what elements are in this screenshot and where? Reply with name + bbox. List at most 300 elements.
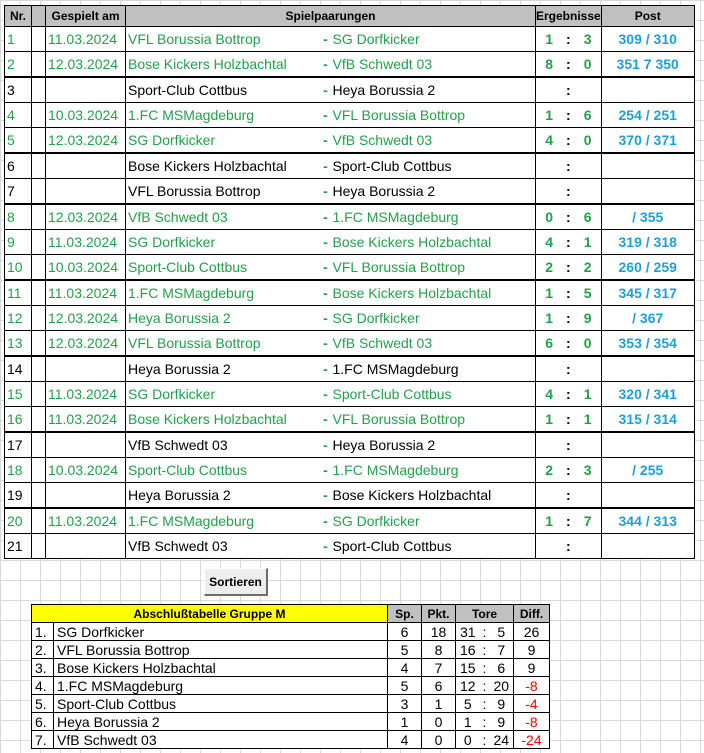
match-away-goals[interactable] xyxy=(575,534,602,559)
match-post[interactable] xyxy=(601,179,694,205)
match-blank[interactable] xyxy=(32,280,46,306)
standings-goals-against[interactable]: 7 xyxy=(490,641,514,659)
standings-diff[interactable]: 26 xyxy=(514,623,550,641)
match-home-goals[interactable]: 8 xyxy=(536,52,563,78)
match-colon[interactable]: : xyxy=(562,230,574,255)
match-away-goals[interactable]: 3 xyxy=(575,458,602,483)
match-home-team[interactable]: Heya Borussia 2 xyxy=(126,306,321,331)
match-away-team[interactable]: VFL Borussia Bottrop xyxy=(331,407,536,433)
match-dash[interactable]: - xyxy=(321,179,331,205)
standings-rank[interactable]: 6. xyxy=(32,713,54,731)
match-home-team[interactable]: 1.FC MSMagdeburg xyxy=(126,103,321,128)
match-date[interactable]: 12.03.2024 xyxy=(46,204,126,230)
match-colon[interactable]: : xyxy=(562,77,574,103)
match-blank[interactable] xyxy=(32,153,46,179)
standings-rank[interactable]: 7. xyxy=(32,731,54,749)
standings-rank[interactable]: 3. xyxy=(32,659,54,677)
match-dash[interactable]: - xyxy=(321,27,331,52)
match-away-team[interactable]: Heya Borussia 2 xyxy=(331,432,536,458)
match-post[interactable] xyxy=(601,534,694,559)
match-post[interactable] xyxy=(601,483,694,509)
match-colon[interactable]: : xyxy=(562,331,574,357)
standings-points[interactable]: 0 xyxy=(422,731,456,749)
standings-row xyxy=(32,641,550,659)
match-row xyxy=(5,255,695,281)
match-post[interactable]: 319 / 318 xyxy=(601,230,694,255)
standings-row xyxy=(32,659,550,677)
match-away-goals[interactable]: 1 xyxy=(575,382,602,407)
match-post[interactable]: 345 / 317 xyxy=(601,280,694,306)
header-nr: Nr. xyxy=(5,6,32,27)
match-date[interactable]: 11.03.2024 xyxy=(46,230,126,255)
match-away-goals[interactable] xyxy=(575,77,602,103)
match-colon[interactable]: : xyxy=(562,128,574,154)
standings-team[interactable]: SG Dorfkicker xyxy=(54,623,388,641)
match-home-team[interactable]: Bose Kickers Holzbachtal xyxy=(126,52,321,78)
match-home-goals[interactable] xyxy=(536,77,563,103)
match-away-goals[interactable]: 1 xyxy=(575,230,602,255)
standings-goals-against[interactable]: 20 xyxy=(490,677,514,695)
standings-rank[interactable]: 5. xyxy=(32,695,54,713)
header-pairings: Spielpaarungen xyxy=(126,6,536,27)
match-colon[interactable]: : xyxy=(562,483,574,509)
match-away-team[interactable]: Bose Kickers Holzbachtal xyxy=(331,280,536,306)
match-blank[interactable] xyxy=(32,27,46,52)
match-away-goals[interactable] xyxy=(575,483,602,509)
match-blank[interactable] xyxy=(32,508,46,534)
standings-diff[interactable]: 9 xyxy=(514,641,550,659)
match-dash[interactable]: - xyxy=(321,77,331,103)
match-home-goals[interactable] xyxy=(536,356,563,382)
standings-points[interactable]: 7 xyxy=(422,659,456,677)
standings-games[interactable]: 4 xyxy=(388,731,422,749)
header-post: Post xyxy=(601,6,694,27)
match-dash[interactable]: - xyxy=(321,458,331,483)
match-colon[interactable]: : xyxy=(562,508,574,534)
match-row xyxy=(5,52,695,78)
match-home-goals[interactable]: 4 xyxy=(536,382,563,407)
match-dash[interactable]: - xyxy=(321,204,331,230)
standings-points[interactable]: 18 xyxy=(422,623,456,641)
match-post[interactable]: 370 / 371 xyxy=(601,128,694,154)
match-post[interactable]: 353 / 354 xyxy=(601,331,694,357)
match-away-goals[interactable]: 9 xyxy=(575,306,602,331)
standings-goals-colon[interactable]: : xyxy=(480,731,490,749)
standings-games[interactable]: 5 xyxy=(388,677,422,695)
match-date[interactable]: 12.03.2024 xyxy=(46,128,126,154)
match-blank[interactable] xyxy=(32,382,46,407)
match-row xyxy=(5,179,695,205)
header-results: Ergebnisse xyxy=(536,6,602,27)
match-nr[interactable]: 13 xyxy=(5,331,32,357)
match-away-team[interactable]: Heya Borussia 2 xyxy=(331,77,536,103)
standings-rank[interactable]: 1. xyxy=(32,623,54,641)
match-away-team[interactable]: VfB Schwedt 03 xyxy=(331,331,536,357)
match-home-team[interactable]: Sport-Club Cottbus xyxy=(126,77,321,103)
standings-diff[interactable]: 9 xyxy=(514,659,550,677)
match-post[interactable]: 320 / 341 xyxy=(601,382,694,407)
match-dash[interactable]: - xyxy=(321,382,331,407)
match-away-goals[interactable]: 7 xyxy=(575,508,602,534)
standings-goals-for[interactable]: 5 xyxy=(456,695,480,713)
standings-diff[interactable]: -8 xyxy=(514,713,550,731)
match-away-team[interactable]: VFL Borussia Bottrop xyxy=(331,255,536,281)
match-colon[interactable]: : xyxy=(562,432,574,458)
match-nr[interactable]: 15 xyxy=(5,382,32,407)
match-dash[interactable]: - xyxy=(321,128,331,154)
match-dash[interactable]: - xyxy=(321,407,331,433)
match-home-team[interactable]: VFL Borussia Bottrop xyxy=(126,27,321,52)
match-post[interactable] xyxy=(601,432,694,458)
match-dash[interactable]: - xyxy=(321,331,331,357)
standings-goals-for[interactable]: 0 xyxy=(456,731,480,749)
match-colon[interactable]: : xyxy=(562,280,574,306)
match-away-team[interactable]: SG Dorfkicker xyxy=(331,27,536,52)
standings-team[interactable]: 1.FC MSMagdeburg xyxy=(54,677,388,695)
match-home-goals[interactable]: 1 xyxy=(536,306,563,331)
match-blank[interactable] xyxy=(32,77,46,103)
match-away-team[interactable]: Sport-Club Cottbus xyxy=(331,382,536,407)
match-row xyxy=(5,280,695,306)
match-home-team[interactable]: SG Dorfkicker xyxy=(126,230,321,255)
match-date[interactable]: 11.03.2024 xyxy=(46,382,126,407)
standings-row xyxy=(32,713,550,731)
match-post[interactable] xyxy=(601,77,694,103)
match-dash[interactable]: - xyxy=(321,483,331,509)
match-row xyxy=(5,128,695,154)
match-nr[interactable]: 18 xyxy=(5,458,32,483)
match-colon[interactable]: : xyxy=(562,52,574,78)
match-home-goals[interactable]: 2 xyxy=(536,255,563,281)
match-away-goals[interactable] xyxy=(575,153,602,179)
standings-goals-for[interactable]: 15 xyxy=(456,659,480,677)
match-date[interactable]: 12.03.2024 xyxy=(46,306,126,331)
standings-header xyxy=(32,605,550,623)
match-away-goals[interactable]: 0 xyxy=(575,331,602,357)
match-dash[interactable]: - xyxy=(321,306,331,331)
match-dash[interactable]: - xyxy=(321,508,331,534)
match-colon[interactable]: : xyxy=(562,534,574,559)
match-post[interactable]: 344 / 313 xyxy=(601,508,694,534)
match-colon[interactable]: : xyxy=(562,356,574,382)
match-away-goals[interactable]: 2 xyxy=(575,255,602,281)
match-colon[interactable]: : xyxy=(562,103,574,128)
match-row xyxy=(5,483,695,509)
match-date[interactable]: 12.03.2024 xyxy=(46,52,126,78)
standings-goals-colon[interactable]: : xyxy=(480,695,490,713)
match-row xyxy=(5,103,695,128)
match-colon[interactable]: : xyxy=(562,27,574,52)
match-blank[interactable] xyxy=(32,534,46,559)
match-date[interactable]: 10.03.2024 xyxy=(46,458,126,483)
match-dash[interactable]: - xyxy=(321,432,331,458)
standings-row xyxy=(32,623,550,641)
standings-goals-for[interactable]: 31 xyxy=(456,623,480,641)
match-row xyxy=(5,382,695,407)
standings-games[interactable]: 4 xyxy=(388,659,422,677)
match-blank[interactable] xyxy=(32,483,46,509)
match-post[interactable]: / 355 xyxy=(601,204,694,230)
match-dash[interactable]: - xyxy=(321,153,331,179)
standings-goals-colon[interactable]: : xyxy=(480,659,490,677)
match-row xyxy=(5,432,695,458)
standings-row xyxy=(32,695,550,713)
match-date[interactable] xyxy=(46,483,126,509)
match-nr[interactable]: 19 xyxy=(5,483,32,509)
match-blank[interactable] xyxy=(32,103,46,128)
match-nr[interactable]: 4 xyxy=(5,103,32,128)
match-away-goals[interactable]: 5 xyxy=(575,280,602,306)
standings-row xyxy=(32,677,550,695)
match-away-goals[interactable] xyxy=(575,179,602,205)
match-home-goals[interactable]: 1 xyxy=(536,280,563,306)
match-away-goals[interactable] xyxy=(575,356,602,382)
match-nr[interactable]: 2 xyxy=(5,52,32,78)
standings-goals-for[interactable]: 1 xyxy=(456,713,480,731)
match-home-team[interactable]: Bose Kickers Holzbachtal xyxy=(126,407,321,433)
standings-diff[interactable]: -24 xyxy=(514,731,550,749)
standings-goals-against[interactable]: 9 xyxy=(490,695,514,713)
standings-goals-colon[interactable]: : xyxy=(480,677,490,695)
match-nr[interactable]: 14 xyxy=(5,356,32,382)
match-away-team[interactable]: Heya Borussia 2 xyxy=(331,179,536,205)
match-table xyxy=(4,5,695,559)
standings-team[interactable]: Sport-Club Cottbus xyxy=(54,695,388,713)
match-nr[interactable]: 8 xyxy=(5,204,32,230)
match-home-goals[interactable]: 1 xyxy=(536,508,563,534)
match-nr[interactable]: 10 xyxy=(5,255,32,281)
match-dash[interactable]: - xyxy=(321,52,331,78)
standings-team[interactable]: Heya Borussia 2 xyxy=(54,713,388,731)
match-row xyxy=(5,356,695,382)
match-post[interactable]: 260 / 259 xyxy=(601,255,694,281)
match-date[interactable] xyxy=(46,432,126,458)
match-post[interactable]: 351 7 350 xyxy=(601,52,694,78)
standings-games[interactable]: 5 xyxy=(388,641,422,659)
match-home-team[interactable]: Sport-Club Cottbus xyxy=(126,255,321,281)
match-home-goals[interactable]: 2 xyxy=(536,458,563,483)
match-nr[interactable]: 16 xyxy=(5,407,32,433)
match-away-team[interactable]: Sport-Club Cottbus xyxy=(331,153,536,179)
standings-table xyxy=(31,604,550,749)
match-home-goals[interactable] xyxy=(536,153,563,179)
match-colon[interactable]: : xyxy=(562,306,574,331)
match-post[interactable]: 309 / 310 xyxy=(601,27,694,52)
match-colon[interactable]: : xyxy=(562,382,574,407)
match-blank[interactable] xyxy=(32,204,46,230)
match-away-team[interactable]: Sport-Club Cottbus xyxy=(331,534,536,559)
match-home-goals[interactable] xyxy=(536,483,563,509)
match-away-team[interactable]: 1.FC MSMagdeburg xyxy=(331,204,536,230)
match-nr[interactable]: 11 xyxy=(5,280,32,306)
match-home-team[interactable]: Bose Kickers Holzbachtal xyxy=(126,153,321,179)
match-blank[interactable] xyxy=(32,52,46,78)
match-home-team[interactable]: VfB Schwedt 03 xyxy=(126,204,321,230)
match-post[interactable]: 315 / 314 xyxy=(601,407,694,433)
match-away-team[interactable]: 1.FC MSMagdeburg xyxy=(331,458,536,483)
match-home-team[interactable]: SG Dorfkicker xyxy=(126,382,321,407)
standings-goals-against[interactable]: 9 xyxy=(490,713,514,731)
standings-team[interactable]: Bose Kickers Holzbachtal xyxy=(54,659,388,677)
standings-goals-colon[interactable]: : xyxy=(480,641,490,659)
match-away-team[interactable]: Bose Kickers Holzbachtal xyxy=(331,230,536,255)
match-home-goals[interactable] xyxy=(536,179,563,205)
match-date[interactable]: 11.03.2024 xyxy=(46,280,126,306)
match-nr[interactable]: 3 xyxy=(5,77,32,103)
match-colon[interactable]: : xyxy=(562,204,574,230)
standings-header-games: Sp. xyxy=(388,605,422,623)
match-home-goals[interactable]: 1 xyxy=(536,103,563,128)
match-nr[interactable]: 6 xyxy=(5,153,32,179)
match-nr[interactable]: 9 xyxy=(5,230,32,255)
header-played: Gespielt am xyxy=(46,6,126,27)
match-away-goals[interactable]: 1 xyxy=(575,407,602,433)
match-home-goals[interactable] xyxy=(536,432,563,458)
standings-goals-against[interactable]: 5 xyxy=(490,623,514,641)
match-away-goals[interactable]: 0 xyxy=(575,52,602,78)
match-away-team[interactable]: VfB Schwedt 03 xyxy=(331,128,536,154)
match-home-team[interactable]: Heya Borussia 2 xyxy=(126,483,321,509)
standings-goals-against[interactable]: 6 xyxy=(490,659,514,677)
match-away-team[interactable]: VfB Schwedt 03 xyxy=(331,52,536,78)
match-home-goals[interactable]: 1 xyxy=(536,27,563,52)
match-home-goals[interactable]: 1 xyxy=(536,407,563,433)
match-colon[interactable]: : xyxy=(562,255,574,281)
match-blank[interactable] xyxy=(32,306,46,331)
match-home-goals[interactable]: 6 xyxy=(536,331,563,357)
standings-games[interactable]: 6 xyxy=(388,623,422,641)
match-date[interactable] xyxy=(46,77,126,103)
standings-header-diff: Diff. xyxy=(514,605,550,623)
match-row xyxy=(5,458,695,483)
match-away-goals[interactable]: 6 xyxy=(575,103,602,128)
standings-rank[interactable]: 4. xyxy=(32,677,54,695)
standings-games[interactable]: 3 xyxy=(388,695,422,713)
match-blank[interactable] xyxy=(32,128,46,154)
match-away-team[interactable]: VFL Borussia Bottrop xyxy=(331,103,536,128)
standings-diff[interactable]: -8 xyxy=(514,677,550,695)
match-away-goals[interactable]: 0 xyxy=(575,128,602,154)
match-date[interactable] xyxy=(46,153,126,179)
standings-goals-colon[interactable]: : xyxy=(480,713,490,731)
match-post[interactable] xyxy=(601,153,694,179)
match-dash[interactable]: - xyxy=(321,255,331,281)
match-home-team[interactable]: Sport-Club Cottbus xyxy=(126,458,321,483)
standings-points[interactable]: 8 xyxy=(422,641,456,659)
match-colon[interactable]: : xyxy=(562,407,574,433)
standings-points[interactable]: 6 xyxy=(422,677,456,695)
match-nr[interactable]: 1 xyxy=(5,27,32,52)
match-nr[interactable]: 20 xyxy=(5,508,32,534)
match-colon[interactable]: : xyxy=(562,153,574,179)
match-blank[interactable] xyxy=(32,255,46,281)
match-dash[interactable]: - xyxy=(321,356,331,382)
match-home-team[interactable]: VfB Schwedt 03 xyxy=(126,534,321,559)
match-date[interactable]: 10.03.2024 xyxy=(46,255,126,281)
match-nr[interactable]: 7 xyxy=(5,179,32,205)
match-post[interactable] xyxy=(601,356,694,382)
match-row xyxy=(5,306,695,331)
standings-title: Abschlußtabelle Gruppe M xyxy=(32,605,388,623)
match-date[interactable]: 11.03.2024 xyxy=(46,27,126,52)
match-away-goals[interactable]: 6 xyxy=(575,204,602,230)
sort-button[interactable]: Sortieren xyxy=(204,568,268,596)
match-blank[interactable] xyxy=(32,179,46,205)
match-date[interactable] xyxy=(46,356,126,382)
standings-team[interactable]: VFL Borussia Bottrop xyxy=(54,641,388,659)
standings-diff[interactable]: -4 xyxy=(514,695,550,713)
match-blank[interactable] xyxy=(32,230,46,255)
match-post[interactable]: / 255 xyxy=(601,458,694,483)
match-away-team[interactable]: SG Dorfkicker xyxy=(331,306,536,331)
match-away-goals[interactable] xyxy=(575,432,602,458)
match-nr[interactable]: 5 xyxy=(5,128,32,154)
match-post[interactable]: 254 / 251 xyxy=(601,103,694,128)
standings-points[interactable]: 0 xyxy=(422,713,456,731)
match-date[interactable] xyxy=(46,534,126,559)
match-home-goals[interactable] xyxy=(536,534,563,559)
match-home-team[interactable]: 1.FC MSMagdeburg xyxy=(126,508,321,534)
match-date[interactable] xyxy=(46,179,126,205)
match-dash[interactable]: - xyxy=(321,103,331,128)
match-nr[interactable]: 17 xyxy=(5,432,32,458)
match-blank[interactable] xyxy=(32,356,46,382)
standings-rank[interactable]: 2. xyxy=(32,641,54,659)
match-home-team[interactable]: VFL Borussia Bottrop xyxy=(126,331,321,357)
match-date[interactable]: 11.03.2024 xyxy=(46,508,126,534)
standings-goals-for[interactable]: 16 xyxy=(456,641,480,659)
match-post[interactable]: / 367 xyxy=(601,306,694,331)
match-home-goals[interactable]: 0 xyxy=(536,204,563,230)
match-home-team[interactable]: SG Dorfkicker xyxy=(126,128,321,154)
match-away-team[interactable]: SG Dorfkicker xyxy=(331,508,536,534)
match-table-header xyxy=(5,6,695,27)
standings-header-points: Pkt. xyxy=(422,605,456,623)
match-home-team[interactable]: VfB Schwedt 03 xyxy=(126,432,321,458)
match-blank[interactable] xyxy=(32,432,46,458)
match-away-team[interactable]: Bose Kickers Holzbachtal xyxy=(331,483,536,509)
standings-goals-for[interactable]: 12 xyxy=(456,677,480,695)
match-home-team[interactable]: 1.FC MSMagdeburg xyxy=(126,280,321,306)
match-colon[interactable]: : xyxy=(562,179,574,205)
match-home-team[interactable]: VFL Borussia Bottrop xyxy=(126,179,321,205)
match-away-goals[interactable]: 3 xyxy=(575,27,602,52)
match-blank[interactable] xyxy=(32,331,46,357)
standings-goals-against[interactable]: 24 xyxy=(490,731,514,749)
match-home-goals[interactable]: 4 xyxy=(536,128,563,154)
match-blank[interactable] xyxy=(32,458,46,483)
standings-team[interactable]: VfB Schwedt 03 xyxy=(54,731,388,749)
match-dash[interactable]: - xyxy=(321,280,331,306)
match-home-team[interactable]: Heya Borussia 2 xyxy=(126,356,321,382)
match-away-team[interactable]: 1.FC MSMagdeburg xyxy=(331,356,536,382)
match-date[interactable]: 11.03.2024 xyxy=(46,407,126,433)
match-nr[interactable]: 12 xyxy=(5,306,32,331)
match-blank[interactable] xyxy=(32,407,46,433)
standings-goals-colon[interactable]: : xyxy=(480,623,490,641)
match-dash[interactable]: - xyxy=(321,230,331,255)
match-nr[interactable]: 21 xyxy=(5,534,32,559)
match-row xyxy=(5,77,695,103)
match-colon[interactable]: : xyxy=(562,458,574,483)
standings-points[interactable]: 1 xyxy=(422,695,456,713)
match-home-goals[interactable]: 4 xyxy=(536,230,563,255)
match-date[interactable]: 10.03.2024 xyxy=(46,103,126,128)
match-row xyxy=(5,204,695,230)
match-dash[interactable]: - xyxy=(321,534,331,559)
match-date[interactable]: 12.03.2024 xyxy=(46,331,126,357)
standings-games[interactable]: 1 xyxy=(388,713,422,731)
